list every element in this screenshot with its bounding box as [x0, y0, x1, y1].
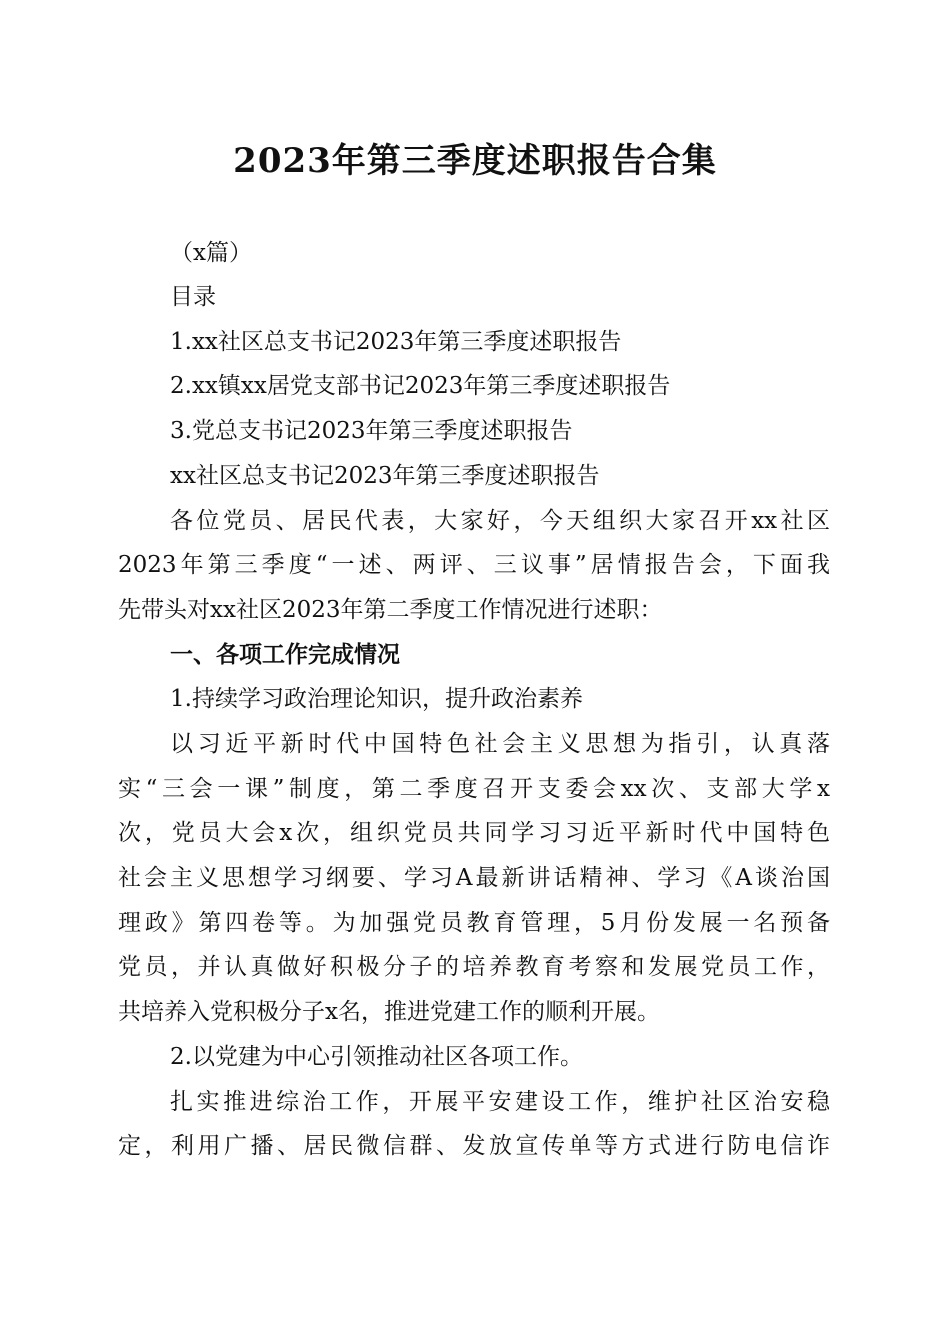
body-line: 党员，并认真做好积极分子的培养教育考察和发展党员工作， [118, 954, 830, 980]
item-heading: 2.以党建为中心引领推动社区各项工作。 [170, 1044, 583, 1070]
body-line: 次，党员大会x次，组织党员共同学习习近平新时代中国特色 [118, 820, 830, 846]
intro-line: 2023年第三季度“一述、两评、三议事”居情报告会，下面我 [118, 552, 830, 578]
section-heading: 一、各项工作完成情况 [170, 642, 400, 668]
body-line: 实“三会一课”制度，第二季度召开支委会xx次、支部大学x [118, 776, 830, 802]
subtitle: （x篇） [170, 240, 252, 266]
body-line: 共培养入党积极分子x名，推进党建工作的顺利开展。 [118, 999, 660, 1025]
body-line: 定，利用广播、居民微信群、发放宣传单等方式进行防电信诈 [118, 1133, 830, 1159]
body-line: 扎实推进综治工作，开展平安建设工作，维护社区治安稳 [170, 1089, 830, 1115]
toc-item: 3.党总支书记2023年第三季度述职报告 [170, 418, 573, 444]
body-line: 理政》第四卷等。为加强党员教育管理，5月份发展一名预备 [118, 910, 830, 936]
item-heading: 1.持续学习政治理论知识，提升政治素养 [170, 686, 583, 712]
intro-line: 先带头对xx社区2023年第二季度工作情况进行述职： [118, 597, 663, 623]
intro-line: 各位党员、居民代表，大家好，今天组织大家召开xx社区 [170, 508, 830, 534]
body-line: 社会主义思想学习纲要、学习A最新讲话精神、学习《A谈治国 [118, 865, 830, 891]
toc-heading: 目录 [170, 284, 216, 310]
body-line: 以习近平新时代中国特色社会主义思想为指引，认真落 [170, 731, 830, 757]
document-title: 2023年第三季度述职报告合集 [233, 141, 717, 181]
report-title: xx社区总支书记2023年第三季度述职报告 [170, 463, 600, 489]
toc-item: 1.xx社区总支书记2023年第三季度述职报告 [170, 329, 622, 355]
toc-item: 2.xx镇xx居党支部书记2023年第三季度述职报告 [170, 373, 671, 399]
